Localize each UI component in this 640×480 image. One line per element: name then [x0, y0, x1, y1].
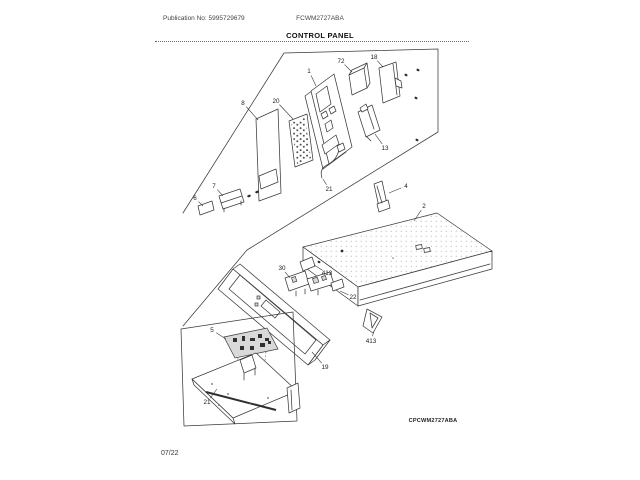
callout-label: 21 [203, 399, 211, 407]
latch-bracket [358, 104, 380, 141]
callout-label: 13 [381, 145, 389, 153]
model-number: FCWM2727ABA [296, 15, 344, 22]
callout-leader [216, 333, 226, 339]
callout-label: 413 [365, 338, 377, 346]
callout-leader [389, 188, 401, 193]
callout-label: 21 [325, 186, 333, 194]
callout-label: 18 [370, 54, 378, 62]
callout-leader [246, 107, 258, 120]
callout-label: 7 [212, 183, 216, 191]
chassis-box [303, 213, 492, 306]
support-bracket [374, 181, 390, 212]
support-tray [192, 353, 300, 424]
keypad-membrane [289, 114, 313, 167]
publication-number: Publication No: 5995729679 [163, 15, 245, 22]
callout-leader [375, 134, 382, 144]
diagram-code: CPCWM2727ABA [408, 418, 458, 424]
callout-label: 72 [337, 58, 345, 66]
overlay-panel [256, 109, 281, 201]
mounting-bracket-7 [219, 189, 259, 212]
callout-label: 5 [210, 327, 214, 335]
callout-label: 4 [404, 183, 408, 191]
callout-label: 2 [422, 203, 426, 211]
callout-label: 8 [241, 100, 245, 108]
callout-label: 22 [349, 294, 357, 302]
callout-leader [377, 61, 383, 67]
callout-label: 30 [278, 265, 286, 273]
callout-label: 413 [321, 270, 333, 278]
callout-label: 20 [272, 98, 280, 106]
callout-leader [217, 190, 223, 196]
callout-leader [345, 65, 352, 72]
board-panel [379, 62, 420, 142]
callout-leader [311, 76, 316, 86]
callout-label: 19 [321, 364, 329, 372]
callout-label: 1 [307, 68, 311, 76]
relay-module [349, 63, 370, 95]
callout-label: 6 [193, 195, 197, 203]
page-title: CONTROL PANEL [286, 31, 354, 40]
corner-bracket-413 [363, 309, 382, 333]
callout-leader [323, 179, 326, 185]
callout-leader [279, 105, 293, 119]
date-code: 07/22 [161, 450, 179, 457]
